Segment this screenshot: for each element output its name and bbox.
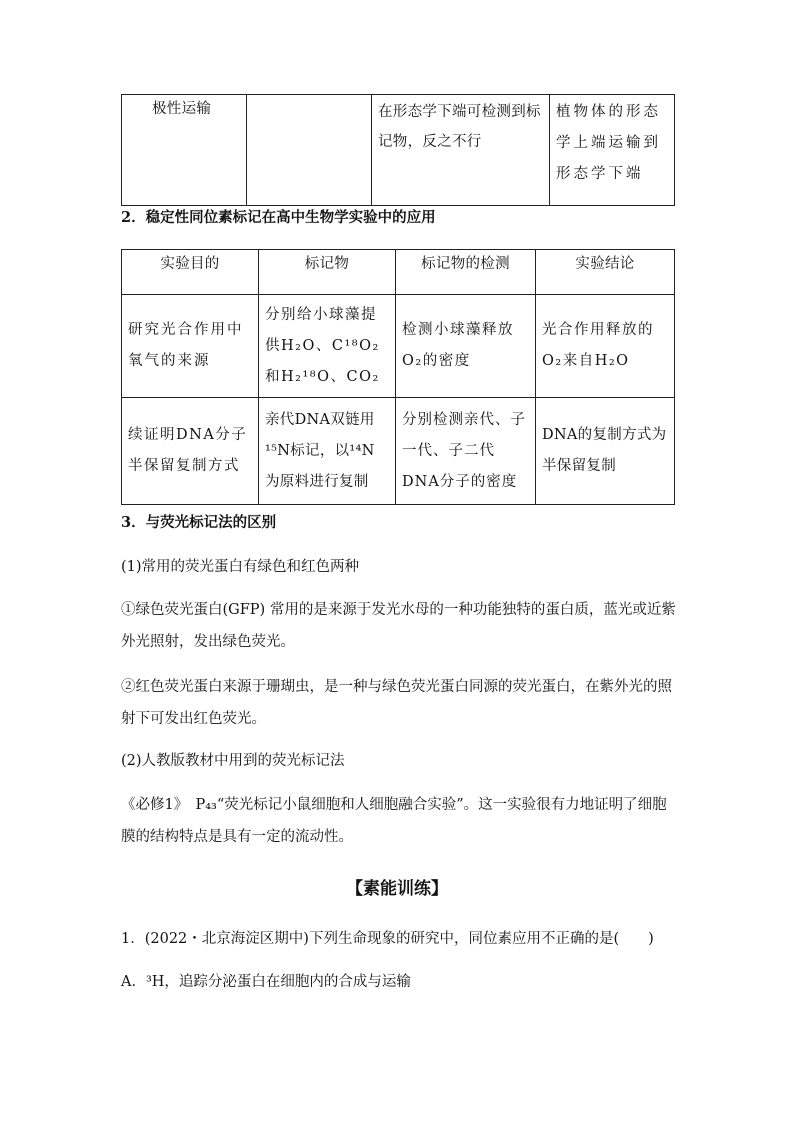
cell-text: 植物体的形态学上端运输到形态学下端: [556, 104, 661, 182]
table-cell: [122, 95, 247, 206]
cell-text: 检测小球藻释放O₂的密度: [402, 322, 514, 369]
cell-text: 极性运输: [152, 101, 212, 117]
table-cell: [259, 295, 396, 398]
table-row: [122, 95, 675, 206]
table-cell: [550, 95, 675, 206]
table-row: [122, 398, 675, 505]
table-cell: [372, 95, 550, 206]
paragraph: ②红色荧光蛋白来源于珊瑚虫，是一种与绿色荧光蛋白同源的荧光蛋白，在紫外光的照射下可发出红色荧光。: [121, 679, 672, 727]
column-header: 实验目的: [122, 250, 259, 295]
table-cell: [247, 95, 372, 206]
table-row: [122, 295, 675, 398]
table-cell: [536, 295, 675, 398]
table-cell: [396, 295, 536, 398]
table-cell: [122, 295, 259, 398]
table-cell: [396, 398, 536, 505]
section-heading: 3．与荧光标记法的区别: [121, 514, 277, 531]
cell-text: 光合作用释放的O₂来自H₂O: [542, 322, 654, 369]
table-cell: [122, 398, 259, 505]
cell-text: 亲代DNA双链用¹⁵N标记，以¹⁴N为原料进行复制: [265, 411, 375, 490]
paragraph: (1)常用的荧光蛋白有绿色和红色两种: [121, 559, 360, 575]
section-heading: 2．稳定性同位素标记在高中生物学实验中的应用: [121, 209, 436, 226]
cell-text: 分别给小球藻提供H₂O、C¹⁸O₂和H₂¹⁸O、CO₂: [265, 306, 380, 385]
paragraph: 《必修1》 P₄₃“荧光标记小鼠细胞和人细胞融合实验”。这一实验很有力地证明了细胞膜的结构特点是具有一定的流动性。: [121, 797, 667, 845]
column-header: 实验结论: [536, 250, 675, 295]
section-title: 【素能训练】: [346, 879, 448, 899]
cell-text: DNA的复制方式为半保留复制: [542, 427, 667, 474]
cell-text: 分别检测亲代、子一代、子二代DNA分子的密度: [402, 411, 526, 490]
cell-text: 在形态学下端可检测到标记物，反之不行: [378, 104, 541, 150]
table-cell: [259, 398, 396, 505]
table-isotope-experiments: [121, 249, 675, 505]
column-header: 标记物的检测: [396, 250, 536, 295]
paragraph: ①绿色荧光蛋白(GFP) 常用的是来源于发光水母的一种功能独特的蛋白质，蓝光或近紫外光照射，发出绿色荧光。: [121, 602, 676, 650]
question-stem: 1．(2022・北京海淀区期中)下列生命现象的研究中，同位素应用不正确的是( ): [121, 931, 654, 947]
table-header-row: [122, 250, 675, 295]
paragraph: (2)人教版教材中用到的荧光标记法: [121, 753, 345, 769]
cell-text: 研究光合作用中氧气的来源: [128, 322, 244, 369]
question-option: A．³H，追踪分泌蛋白在细胞内的合成与运输: [121, 974, 411, 990]
cell-text: 续证明DNA分子半保留复制方式: [128, 427, 248, 474]
column-header: 标记物: [259, 250, 396, 295]
table-cell: [536, 398, 675, 505]
table-transport: [121, 94, 675, 206]
